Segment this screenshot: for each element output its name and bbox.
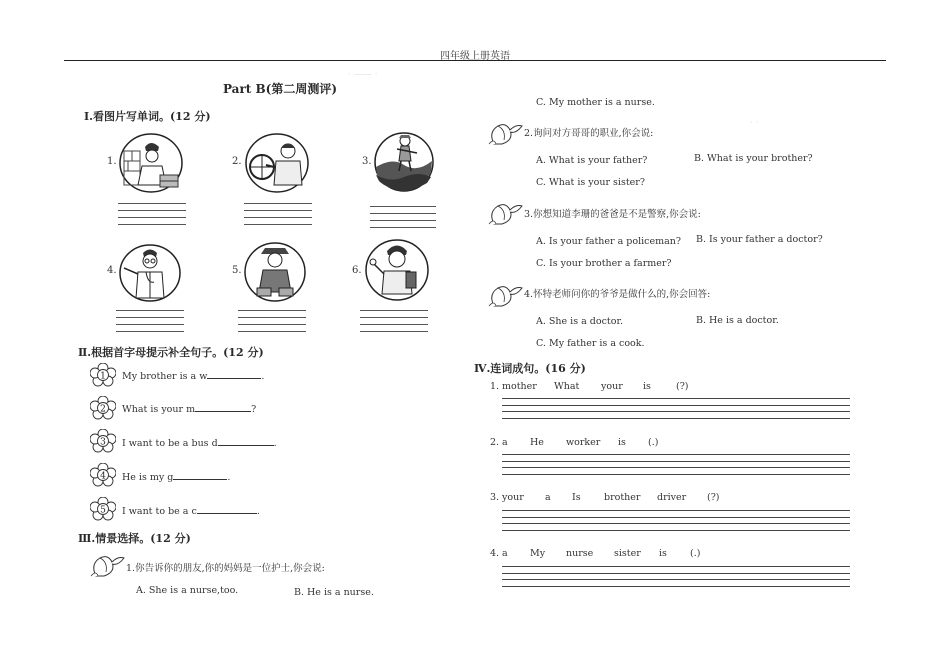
- scramble-word: What: [554, 381, 580, 392]
- flower-number: 1: [100, 371, 106, 382]
- q4-option-c[interactable]: C. My father is a cook.: [536, 338, 645, 349]
- blank-field[interactable]: [218, 437, 274, 446]
- pic-number: 2.: [232, 156, 242, 167]
- answer-lines[interactable]: [118, 203, 186, 231]
- q4-prompt: 4.怀特老师问你的爷爷是做什么的,你会回答:: [524, 289, 711, 300]
- peach-leaf-icon: [486, 118, 524, 146]
- section3-title: Ⅲ.情景选择。(12 分): [78, 532, 191, 545]
- scramble-word: sister: [614, 548, 641, 559]
- bleed-mark: · ·: [750, 118, 759, 128]
- q1-option-b[interactable]: B. He is a nurse.: [294, 587, 374, 598]
- q2-option-c[interactable]: C. What is your sister?: [536, 177, 645, 188]
- q3-option-a[interactable]: A. Is your father a policeman?: [536, 236, 682, 247]
- pic-number: 1.: [107, 156, 117, 167]
- answer-lines[interactable]: [238, 310, 306, 338]
- driver-icon: [244, 133, 310, 193]
- flower-number: 5: [100, 505, 106, 516]
- flower-number-icon: [90, 363, 116, 387]
- scramble-word: driver: [657, 492, 687, 503]
- blank-field[interactable]: [197, 505, 257, 514]
- header-rule: [64, 60, 886, 61]
- section1-title: Ⅰ.看图片写单词。(12 分): [84, 110, 211, 123]
- scramble-word: is: [659, 548, 667, 559]
- answer-lines[interactable]: [244, 203, 312, 231]
- scramble-word: your: [601, 381, 623, 392]
- answer-lines[interactable]: [502, 566, 850, 592]
- flower-number: 2: [100, 404, 106, 415]
- scramble-word: nurse: [566, 548, 594, 559]
- flower-number: 3: [100, 437, 106, 448]
- student-icon: [364, 238, 430, 302]
- scramble-number: 1.: [490, 381, 500, 392]
- blank-field[interactable]: [207, 370, 261, 379]
- cook-icon: [118, 133, 184, 193]
- scramble-number: 3.: [490, 492, 500, 503]
- blank-field[interactable]: [173, 471, 227, 480]
- section2-title: Ⅱ.根据首字母提示补全句子。(12 分): [78, 346, 264, 359]
- scramble-word: a: [545, 492, 551, 503]
- doctor-icon: [118, 244, 182, 302]
- scramble-word: a: [502, 437, 508, 448]
- scramble-word: brother: [604, 492, 641, 503]
- flower-number-icon: [90, 396, 116, 420]
- flower-number: 4: [100, 471, 106, 482]
- scramble-word: He: [530, 437, 544, 448]
- pic-number: 5.: [232, 265, 242, 276]
- scramble-word: a: [502, 548, 508, 559]
- fill-sentence-3: I want to be a bus d .: [122, 438, 277, 449]
- q4-option-b[interactable]: B. He is a doctor.: [696, 315, 779, 326]
- q2-option-b[interactable]: B. What is your brother?: [694, 153, 813, 164]
- answer-lines[interactable]: [360, 310, 428, 338]
- q3-option-c[interactable]: C. Is your brother a farmer?: [536, 258, 672, 269]
- pic-number: 3.: [362, 156, 372, 167]
- scramble-word: (.): [690, 548, 701, 559]
- fill-sentence-1: My brother is a w .: [122, 371, 265, 382]
- answer-lines[interactable]: [370, 206, 436, 234]
- peach-leaf-icon: [486, 198, 524, 226]
- scramble-word: My: [530, 548, 546, 559]
- fill-sentence-4: He is my g .: [122, 472, 231, 483]
- scramble-word: mother: [502, 381, 537, 392]
- answer-lines[interactable]: [116, 310, 184, 338]
- pic-number: 4.: [107, 265, 117, 276]
- scramble-number: 4.: [490, 548, 500, 559]
- flower-number-icon: [90, 429, 116, 453]
- pic-number: 6.: [352, 265, 362, 276]
- peach-leaf-icon: [88, 550, 126, 578]
- scramble-word: is: [618, 437, 626, 448]
- farmer-woman-icon: [243, 242, 307, 302]
- page-header: 四年级上册英语: [440, 51, 510, 62]
- q1-prompt: 1.你告诉你的朋友,你的妈妈是一位护士,你会说:: [126, 563, 325, 574]
- answer-lines[interactable]: [502, 398, 850, 424]
- farmer-icon: [373, 131, 435, 193]
- scramble-word: (?): [676, 381, 689, 392]
- scramble-word: Is: [572, 492, 581, 503]
- part-title: Part B(第二周测评): [222, 82, 338, 96]
- scramble-word: your: [502, 492, 524, 503]
- scramble-word: is: [643, 381, 651, 392]
- answer-lines[interactable]: [502, 510, 850, 536]
- q2-option-a[interactable]: A. What is your father?: [536, 155, 648, 166]
- q3-prompt: 3.你想知道李珊的爸爸是不是警察,你会说:: [524, 209, 701, 220]
- flower-number-icon: [90, 497, 116, 521]
- answer-lines[interactable]: [502, 454, 850, 480]
- q1-option-a[interactable]: A. She is a nurse,too.: [136, 585, 239, 596]
- fill-sentence-2: What is your m ?: [122, 404, 257, 415]
- blank-field[interactable]: [195, 403, 251, 412]
- q2-prompt: 2.询问对方哥哥的职业,你会说:: [524, 128, 654, 139]
- scramble-word: (.): [648, 437, 659, 448]
- peach-leaf-icon: [486, 280, 524, 308]
- bleed-mark: · —— ·: [348, 70, 378, 80]
- fill-sentence-5: I want to be a c .: [122, 506, 260, 517]
- scramble-word: (?): [707, 492, 720, 503]
- scramble-number: 2.: [490, 437, 500, 448]
- q1-option-c[interactable]: C. My mother is a nurse.: [536, 97, 655, 108]
- q4-option-a[interactable]: A. She is a doctor.: [536, 316, 623, 327]
- scramble-word: worker: [566, 437, 601, 448]
- flower-number-icon: [90, 463, 116, 487]
- section4-title: Ⅳ.连词成句。(16 分): [474, 362, 586, 375]
- q3-option-b[interactable]: B. Is your father a doctor?: [696, 234, 823, 245]
